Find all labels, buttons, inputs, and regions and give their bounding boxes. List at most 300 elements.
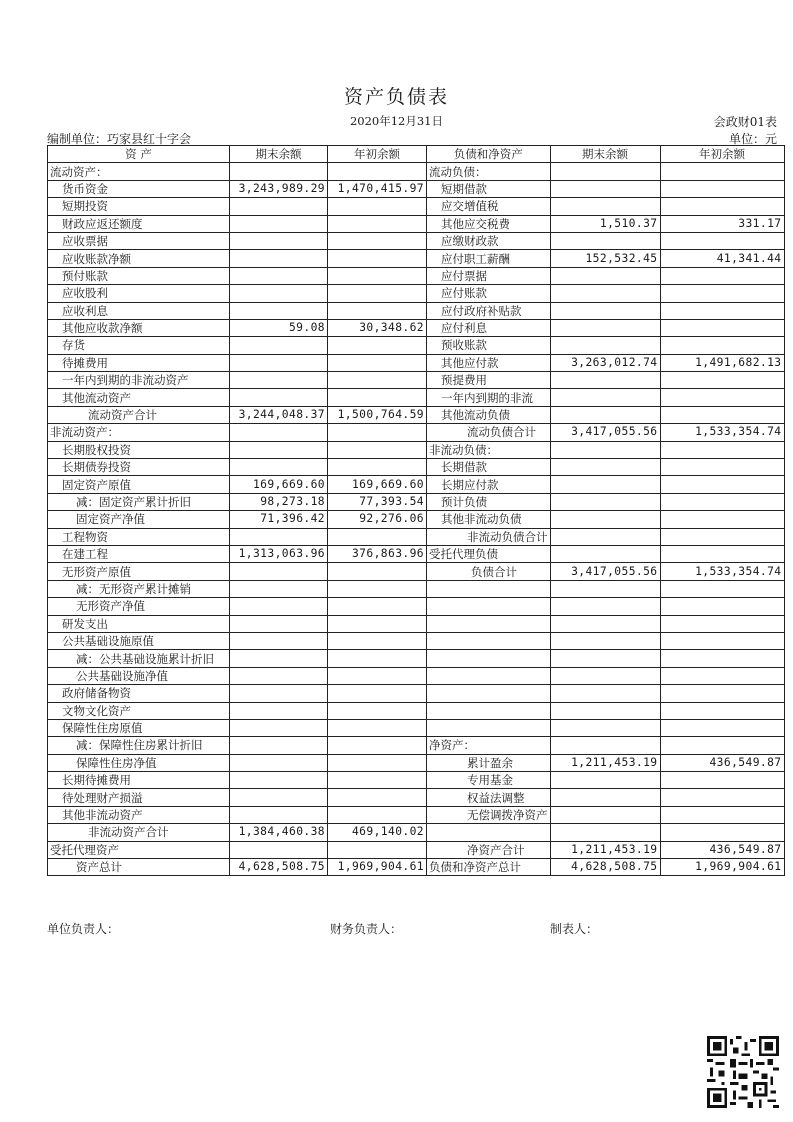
table-row [48,511,785,528]
table-row [48,632,785,649]
table-row [48,198,785,215]
liability-item-label: 累计盈余 [427,754,551,771]
liability-ending-balance [550,389,660,406]
liability-opening-balance [660,180,784,197]
asset-item-label: 减：公共基础设施累计折旧 [48,650,230,667]
liability-ending-balance [550,685,660,702]
asset-item-label: 待摊费用 [48,354,230,371]
asset-item-label: 财政应返还额度 [48,215,230,232]
table-row [48,719,785,736]
asset-opening-balance [328,302,427,319]
table-row [48,163,785,180]
asset-opening-balance [328,772,427,789]
liability-item-label: 负债和净资产总计 [427,859,551,876]
liability-opening-balance [660,685,784,702]
liability-opening-balance: 1,969,904.61 [660,859,784,876]
asset-opening-balance [328,754,427,771]
currency-unit: 单位：元 [728,132,777,146]
asset-ending-balance [230,250,328,267]
liability-item-label: 无偿调拨净资产 [427,806,551,823]
asset-item-label: 工程物资 [48,528,230,545]
liability-item-label [427,719,551,736]
liability-opening-balance [660,650,784,667]
liability-opening-balance [660,493,784,510]
asset-item-label: 短期投资 [48,198,230,215]
unit-head-signature-label: 单位负责人： [47,922,120,936]
asset-ending-balance [230,632,328,649]
table-row [48,493,785,510]
preparer-signature-label: 制表人： [550,922,599,936]
liability-opening-balance: 331.17 [660,215,784,232]
asset-ending-balance [230,737,328,754]
asset-opening-balance [328,389,427,406]
asset-item-label: 减：保障性住房累计折旧 [48,737,230,754]
liability-opening-balance [660,632,784,649]
liability-opening-balance: 436,549.87 [660,754,784,771]
asset-opening-balance [328,198,427,215]
table-row [48,598,785,615]
liability-opening-balance: 1,491,682.13 [660,354,784,371]
asset-item-label: 流动资产合计 [48,406,230,423]
liability-opening-balance [660,389,784,406]
liability-item-label: 应缴财政款 [427,232,551,249]
asset-opening-balance [328,632,427,649]
liability-opening-balance [660,372,784,389]
liability-item-label: 一年内到期的非流 [427,389,551,406]
column-header: 年初余额 [660,146,784,163]
liability-opening-balance [660,545,784,562]
liability-item-label: 负债合计 [427,563,551,580]
asset-opening-balance [328,702,427,719]
table-row [48,372,785,389]
liability-opening-balance [660,337,784,354]
table-row [48,337,785,354]
asset-item-label: 无形资产净值 [48,598,230,615]
liability-item-label: 非流动负债合计 [427,528,551,545]
asset-ending-balance: 4,628,508.75 [230,859,328,876]
liability-ending-balance: 152,532.45 [550,250,660,267]
form-code: 会政财01表 [713,115,777,129]
asset-opening-balance: 376,863.96 [328,545,427,562]
asset-item-label: 其他流动资产 [48,389,230,406]
table-row [48,702,785,719]
asset-item-label: 无形资产原值 [48,563,230,580]
table-row [48,650,785,667]
table-row [48,354,785,371]
table-row [48,667,785,684]
asset-opening-balance: 92,276.06 [328,511,427,528]
table-header-row [48,146,785,163]
liability-item-label: 长期应付款 [427,476,551,493]
asset-item-label: 应收利息 [48,302,230,319]
asset-item-label: 应收股利 [48,285,230,302]
asset-ending-balance [230,667,328,684]
liability-opening-balance [660,267,784,284]
liability-ending-balance [550,580,660,597]
liability-ending-balance [550,180,660,197]
asset-ending-balance [230,580,328,597]
asset-item-label: 保障性住房原值 [48,719,230,736]
liability-ending-balance: 4,628,508.75 [550,859,660,876]
liability-ending-balance [550,806,660,823]
asset-ending-balance [230,528,328,545]
liability-item-label: 权益法调整 [427,789,551,806]
asset-opening-balance [328,459,427,476]
asset-opening-balance [328,789,427,806]
liability-opening-balance: 1,533,354.74 [660,424,784,441]
asset-opening-balance: 30,348.62 [328,319,427,336]
asset-item-label: 货币资金 [48,180,230,197]
liability-item-label: 其他应交税费 [427,215,551,232]
asset-item-label: 其他非流动资产 [48,806,230,823]
liability-opening-balance [660,511,784,528]
liability-item-label: 流动负债： [427,163,551,180]
liability-opening-balance [660,476,784,493]
asset-ending-balance [230,650,328,667]
liability-item-label: 应付利息 [427,319,551,336]
liability-item-label: 预计负债 [427,493,551,510]
asset-ending-balance [230,302,328,319]
liability-item-label [427,685,551,702]
liability-opening-balance [660,232,784,249]
liability-opening-balance [660,598,784,615]
table-row [48,302,785,319]
table-row [48,824,785,841]
asset-ending-balance [230,267,328,284]
asset-item-label: 长期股权投资 [48,441,230,458]
asset-item-label: 保障性住房净值 [48,754,230,771]
liability-ending-balance [550,441,660,458]
liability-ending-balance [550,702,660,719]
liability-opening-balance [660,441,784,458]
table-row [48,406,785,423]
asset-opening-balance: 1,500,764.59 [328,406,427,423]
table-row [48,841,785,858]
liability-opening-balance [660,615,784,632]
finance-head-signature-label: 财务负责人： [330,922,403,936]
asset-item-label: 在建工程 [48,545,230,562]
liability-opening-balance: 41,341.44 [660,250,784,267]
liability-opening-balance [660,163,784,180]
asset-item-label: 非流动资产合计 [48,824,230,841]
liability-ending-balance [550,406,660,423]
asset-opening-balance: 469,140.02 [328,824,427,841]
liability-opening-balance [660,702,784,719]
asset-opening-balance [328,337,427,354]
asset-item-label: 研发支出 [48,615,230,632]
asset-ending-balance [230,215,328,232]
asset-item-label: 公共基础设施净值 [48,667,230,684]
table-row [48,737,785,754]
liability-item-label: 预收账款 [427,337,551,354]
table-row [48,789,785,806]
liability-item-label: 其他非流动负债 [427,511,551,528]
liability-ending-balance [550,632,660,649]
liability-ending-balance [550,319,660,336]
asset-ending-balance [230,702,328,719]
asset-opening-balance [328,528,427,545]
asset-item-label: 其他应收款净额 [48,319,230,336]
asset-item-label: 资产总计 [48,859,230,876]
asset-opening-balance: 169,669.60 [328,476,427,493]
liability-item-label: 长期借款 [427,459,551,476]
qr-code-icon [707,1036,779,1108]
table-row [48,441,785,458]
table-row [48,476,785,493]
asset-ending-balance: 71,396.42 [230,511,328,528]
liability-ending-balance [550,598,660,615]
liability-opening-balance [660,580,784,597]
asset-ending-balance [230,806,328,823]
liability-item-label [427,580,551,597]
asset-ending-balance: 3,243,989.29 [230,180,328,197]
liability-opening-balance [660,319,784,336]
liability-item-label [427,615,551,632]
liability-ending-balance [550,198,660,215]
liability-opening-balance [660,302,784,319]
table-row [48,250,785,267]
liability-ending-balance [550,650,660,667]
asset-item-label: 非流动资产： [48,424,230,441]
asset-ending-balance [230,719,328,736]
liability-ending-balance [550,232,660,249]
liability-ending-balance [550,511,660,528]
liability-item-label: 受托代理负债 [427,545,551,562]
liability-ending-balance [550,667,660,684]
liability-ending-balance [550,737,660,754]
liability-ending-balance [550,789,660,806]
asset-ending-balance [230,598,328,615]
asset-opening-balance [328,215,427,232]
liability-item-label: 短期借款 [427,180,551,197]
asset-opening-balance [328,232,427,249]
liability-ending-balance [550,337,660,354]
asset-item-label: 预付账款 [48,267,230,284]
asset-ending-balance [230,754,328,771]
asset-ending-balance [230,563,328,580]
asset-ending-balance [230,354,328,371]
liability-opening-balance [660,789,784,806]
table-row [48,563,785,580]
liability-item-label: 净资产合计 [427,841,551,858]
liability-item-label [427,702,551,719]
liability-item-label [427,667,551,684]
liability-item-label: 专用基金 [427,772,551,789]
liability-ending-balance [550,459,660,476]
liability-ending-balance [550,163,660,180]
asset-opening-balance [328,441,427,458]
page-title: 资产负债表 [343,86,449,108]
asset-opening-balance [328,163,427,180]
asset-opening-balance [328,424,427,441]
liability-item-label: 应付账款 [427,285,551,302]
asset-opening-balance: 77,393.54 [328,493,427,510]
asset-opening-balance [328,806,427,823]
asset-opening-balance [328,737,427,754]
asset-ending-balance [230,337,328,354]
asset-ending-balance: 59.08 [230,319,328,336]
liability-opening-balance [660,772,784,789]
asset-item-label: 政府储备物资 [48,685,230,702]
asset-opening-balance [328,354,427,371]
liability-ending-balance: 1,211,453.19 [550,754,660,771]
table-row [48,580,785,597]
liability-opening-balance [660,737,784,754]
asset-opening-balance [328,285,427,302]
liability-opening-balance: 1,533,354.74 [660,563,784,580]
liability-opening-balance [660,719,784,736]
asset-item-label: 存货 [48,337,230,354]
table-row [48,615,785,632]
asset-ending-balance [230,789,328,806]
asset-item-label: 应收票据 [48,232,230,249]
table-row [48,685,785,702]
asset-opening-balance [328,580,427,597]
asset-opening-balance [328,650,427,667]
asset-opening-balance [328,598,427,615]
liability-ending-balance: 3,417,055.56 [550,563,660,580]
asset-opening-balance [328,563,427,580]
table-row [48,806,785,823]
asset-ending-balance: 3,244,048.37 [230,406,328,423]
asset-ending-balance: 98,273.18 [230,493,328,510]
table-row [48,267,785,284]
liability-ending-balance: 1,211,453.19 [550,841,660,858]
table-row [48,859,785,876]
asset-item-label: 公共基础设施原值 [48,632,230,649]
asset-item-label: 文物文化资产 [48,702,230,719]
liability-opening-balance [660,806,784,823]
liability-item-label [427,632,551,649]
liability-ending-balance [550,372,660,389]
liability-item-label [427,598,551,615]
column-header: 年初余额 [328,146,427,163]
asset-ending-balance [230,163,328,180]
liability-ending-balance [550,615,660,632]
asset-opening-balance [328,841,427,858]
liability-opening-balance [660,824,784,841]
table-row [48,215,785,232]
table-row [48,772,785,789]
liability-ending-balance: 3,417,055.56 [550,424,660,441]
liability-opening-balance [660,667,784,684]
liability-item-label: 预提费用 [427,372,551,389]
asset-item-label: 流动资产： [48,163,230,180]
asset-ending-balance [230,459,328,476]
asset-ending-balance: 169,669.60 [230,476,328,493]
liability-item-label: 其他流动负债 [427,406,551,423]
asset-item-label: 应收账款净额 [48,250,230,267]
asset-ending-balance [230,424,328,441]
asset-opening-balance [328,372,427,389]
liability-opening-balance [660,406,784,423]
liability-ending-balance [550,719,660,736]
asset-opening-balance [328,667,427,684]
asset-opening-balance [328,615,427,632]
asset-ending-balance: 1,313,063.96 [230,545,328,562]
table-row [48,180,785,197]
asset-opening-balance [328,267,427,284]
asset-ending-balance [230,772,328,789]
asset-ending-balance [230,198,328,215]
liability-ending-balance [550,476,660,493]
asset-opening-balance: 1,470,415.97 [328,180,427,197]
liability-opening-balance: 436,549.87 [660,841,784,858]
liability-opening-balance [660,528,784,545]
asset-ending-balance [230,615,328,632]
asset-item-label: 减：固定资产累计折旧 [48,493,230,510]
asset-item-label: 长期债券投资 [48,459,230,476]
liability-item-label: 应交增值税 [427,198,551,215]
asset-ending-balance [230,685,328,702]
asset-opening-balance [328,719,427,736]
balance-sheet-table [47,145,785,876]
table-row [48,319,785,336]
liability-item-label: 其他应付款 [427,354,551,371]
asset-item-label: 一年内到期的非流动资产 [48,372,230,389]
asset-opening-balance: 1,969,904.61 [328,859,427,876]
liability-ending-balance [550,528,660,545]
liability-ending-balance [550,302,660,319]
table-row [48,389,785,406]
liability-item-label: 应付职工薪酬 [427,250,551,267]
liability-item-label [427,824,551,841]
column-header: 资 产 [48,146,230,163]
table-row [48,285,785,302]
asset-opening-balance [328,250,427,267]
table-row [48,754,785,771]
table-row [48,459,785,476]
liability-ending-balance: 3,263,012.74 [550,354,660,371]
asset-ending-balance [230,841,328,858]
asset-opening-balance [328,685,427,702]
table-row [48,545,785,562]
asset-ending-balance [230,389,328,406]
column-header: 负债和净资产 [427,146,551,163]
asset-ending-balance: 1,384,460.38 [230,824,328,841]
column-header: 期末余额 [550,146,660,163]
liability-item-label: 净资产： [427,737,551,754]
liability-item-label: 非流动负债： [427,441,551,458]
liability-item-label: 应付票据 [427,267,551,284]
liability-ending-balance [550,493,660,510]
asset-ending-balance [230,372,328,389]
liability-ending-balance [550,545,660,562]
liability-ending-balance [550,824,660,841]
asset-item-label: 受托代理资产 [48,841,230,858]
asset-item-label: 长期待摊费用 [48,772,230,789]
column-header: 期末余额 [230,146,328,163]
asset-ending-balance [230,441,328,458]
asset-item-label: 减：无形资产累计摊销 [48,580,230,597]
liability-ending-balance [550,772,660,789]
asset-ending-balance [230,285,328,302]
liability-opening-balance [660,198,784,215]
report-date: 2020年12月31日 [349,114,444,128]
liability-ending-balance: 1,510.37 [550,215,660,232]
asset-item-label: 固定资产净值 [48,511,230,528]
liability-item-label [427,650,551,667]
asset-ending-balance [230,232,328,249]
liability-ending-balance [550,267,660,284]
reporting-entity: 编制单位：巧家县红十字会 [47,132,192,146]
liability-opening-balance [660,459,784,476]
table-row [48,232,785,249]
table-row [48,528,785,545]
liability-ending-balance [550,285,660,302]
liability-opening-balance [660,285,784,302]
asset-item-label: 待处理财产损溢 [48,789,230,806]
